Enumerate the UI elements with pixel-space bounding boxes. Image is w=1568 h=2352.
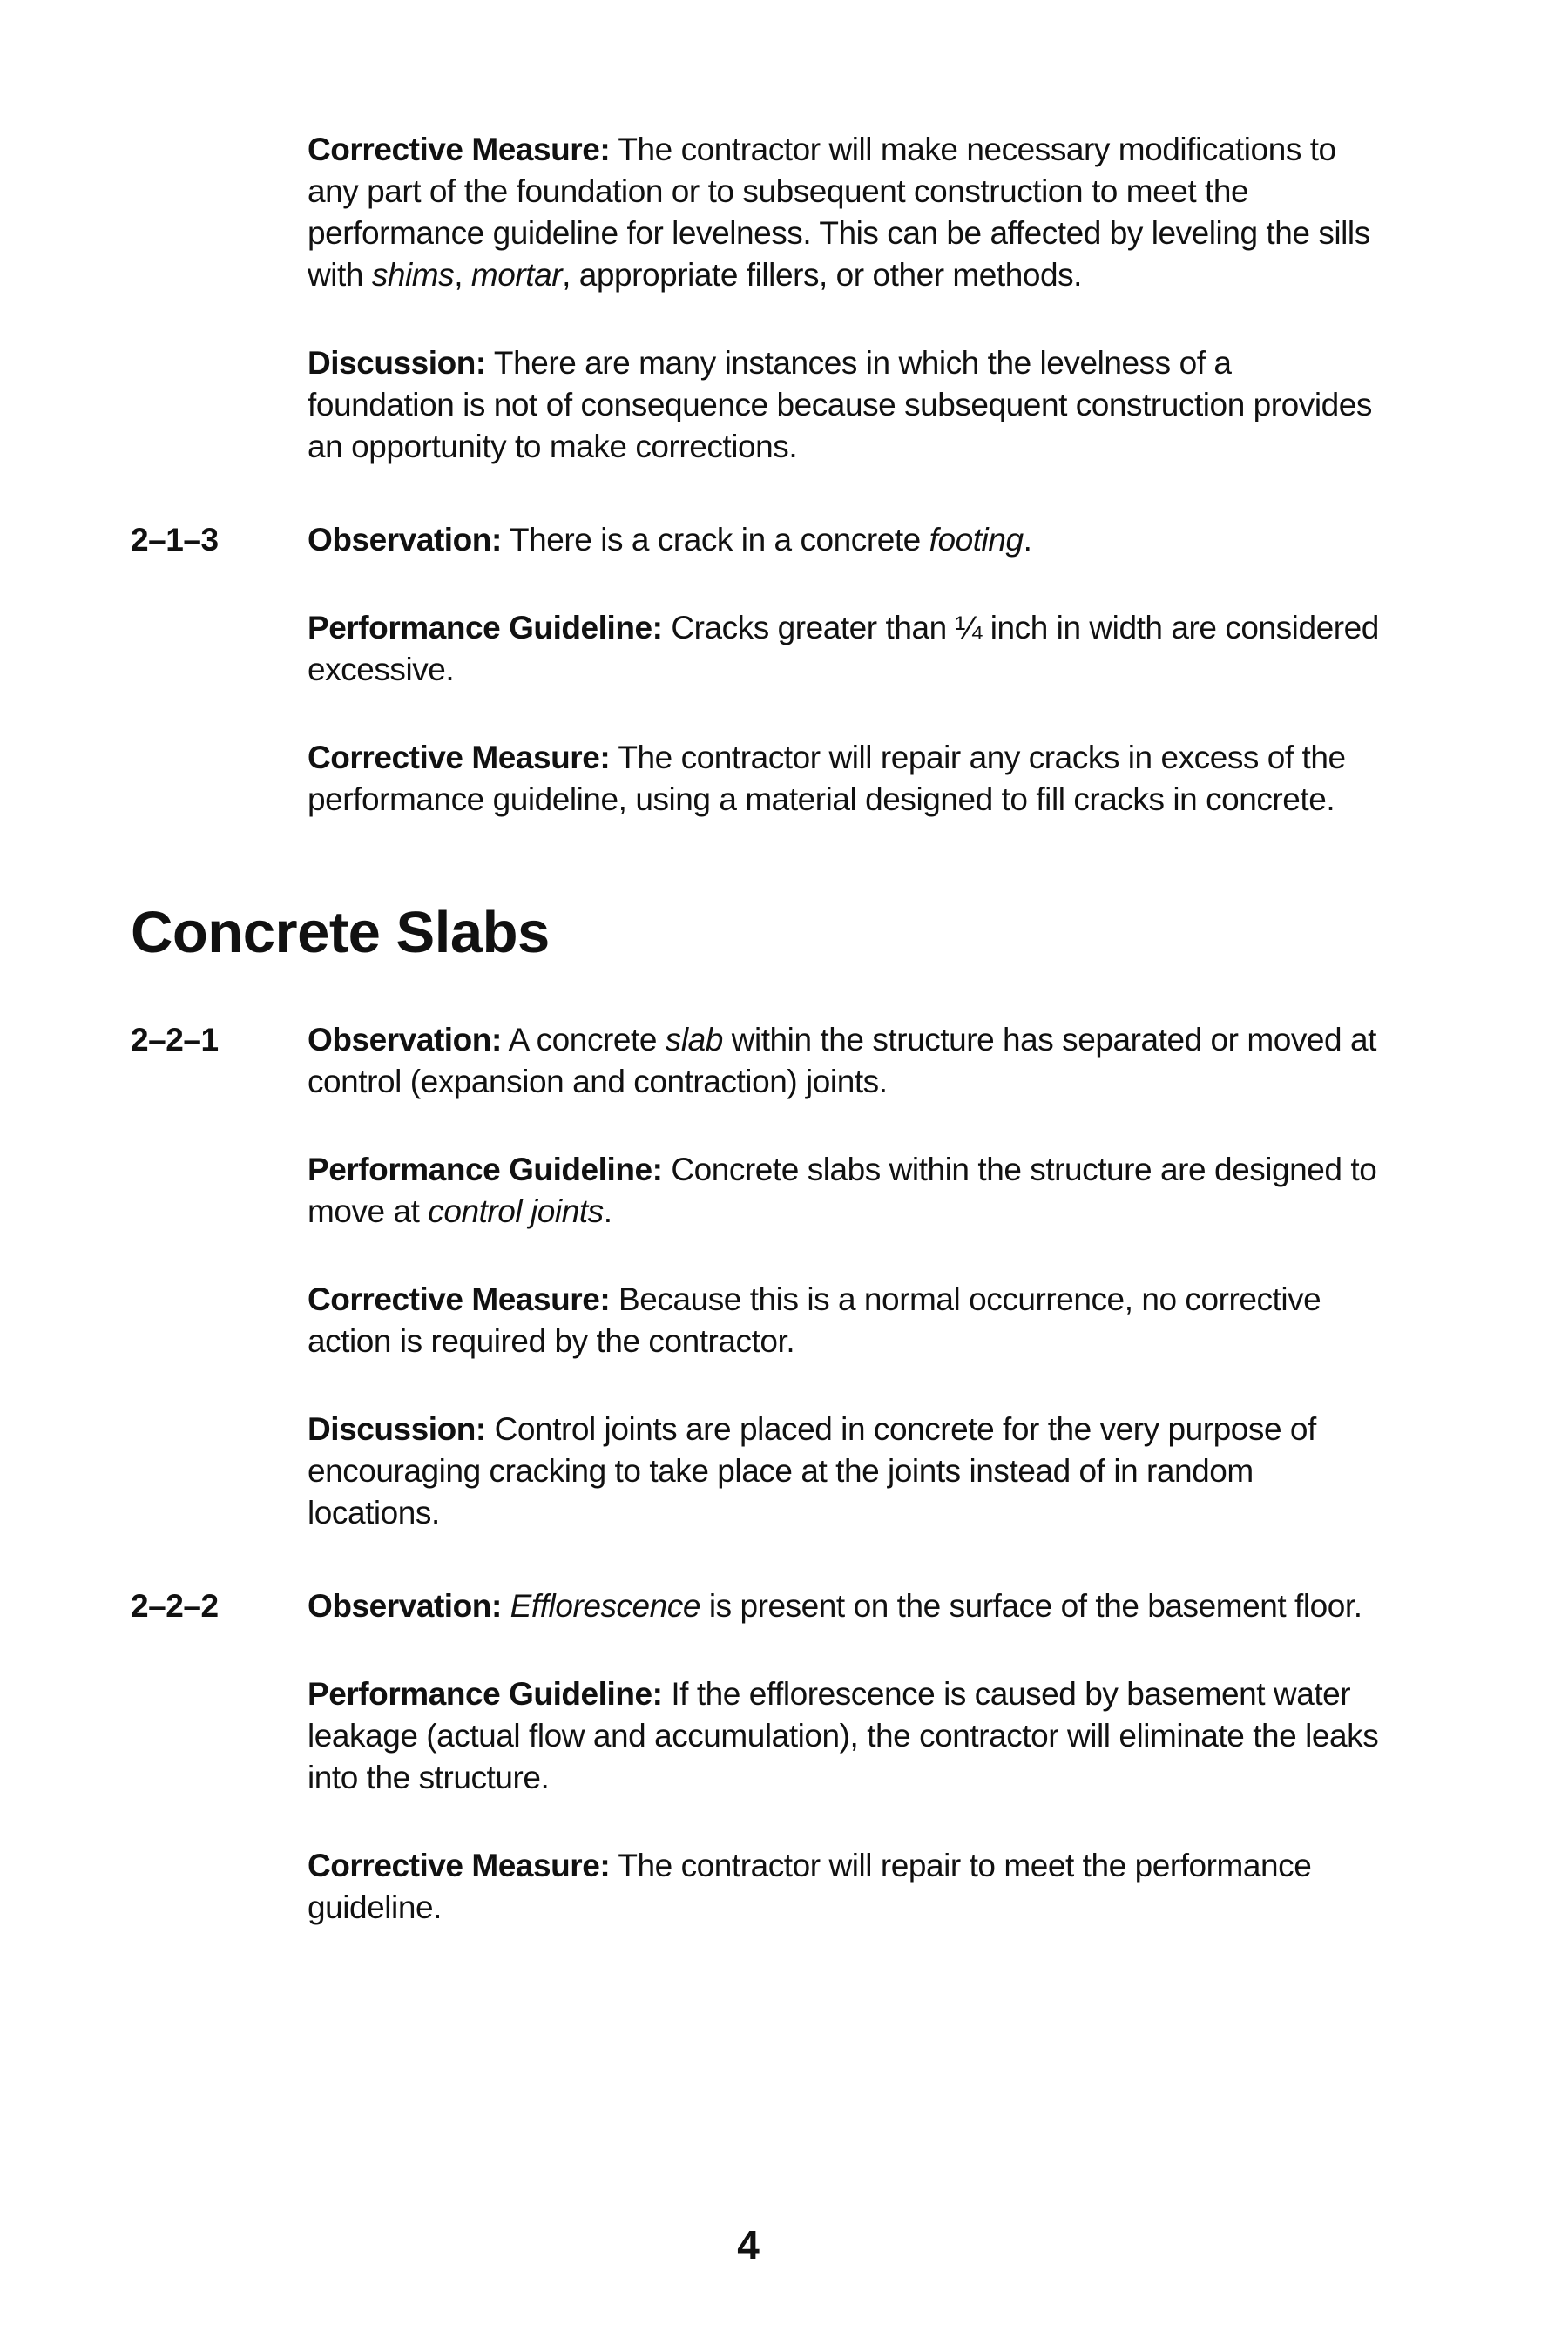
paragraph-text: . [603, 1193, 612, 1229]
paragraph-text: within the structure has separated or moved at control (expansion and contraction) joints. [308, 1022, 1376, 1099]
item-number: 2–2–1 [131, 1022, 219, 1058]
paragraph-text [502, 1588, 510, 1624]
paragraph [308, 1409, 1386, 1534]
item-number: 2–1–3 [131, 522, 219, 558]
item-paragraphs [308, 519, 1386, 867]
paragraph-text: Cracks greater than ¼ inch in width are considered excessive. [308, 610, 1379, 687]
paragraph-label: Observation: [308, 1022, 502, 1058]
paragraph [308, 342, 1386, 468]
paragraph-text: The contractor will repair any cracks in excess of the performance guideline, using a material designed to fill cracks in concrete. [308, 740, 1346, 817]
paragraph-label: Performance Guideline: [308, 610, 663, 645]
paragraph-label: Performance Guideline: [308, 1676, 663, 1712]
paragraph [308, 129, 1386, 296]
paragraph [308, 519, 1386, 561]
paragraph-text: If the efflorescence is caused by basement water leakage (actual flow and accumulation), the contractor will eliminate the leaks into the structure. [308, 1676, 1379, 1795]
paragraph-text: There is a crack in a concrete [501, 522, 929, 558]
page-number: 4 [737, 2222, 760, 2268]
paragraph-text: Control joints are placed in concrete for the very purpose of encouraging cracking to take place at the joints instead of in random locations. [308, 1411, 1316, 1531]
paragraph [308, 1845, 1386, 1929]
paragraph-text: There are many instances in which the levelness of a foundation is not of consequence because subsequent construction provides an opportunity to make corrections. [308, 345, 1372, 464]
paragraph [308, 1585, 1386, 1627]
paragraph-label: Corrective Measure: [308, 132, 611, 167]
italic-term: footing [929, 522, 1024, 558]
document-content [131, 0, 1386, 1980]
italic-term: slab [665, 1022, 723, 1058]
paragraph-text: , appropriate fillers, or other methods. [562, 257, 1082, 293]
italic-term: shims [371, 257, 455, 293]
italic-term: Efflorescence [510, 1588, 700, 1624]
paragraph-text: The contractor will repair to meet the performance guideline. [308, 1848, 1312, 1925]
paragraph [308, 1673, 1386, 1799]
paragraph-label: Corrective Measure: [308, 1281, 611, 1317]
paragraph [308, 1019, 1386, 1103]
paragraph-label: Corrective Measure: [308, 1848, 611, 1883]
paragraph-label: Observation: [308, 522, 502, 558]
item-number [131, 129, 308, 514]
item-paragraphs [308, 1019, 1386, 1580]
item-paragraphs [308, 1585, 1386, 1975]
guideline-item [131, 1585, 1386, 1975]
paragraph-label: Performance Guideline: [308, 1152, 663, 1187]
guideline-item [131, 1019, 1386, 1580]
italic-term: control joints [428, 1193, 604, 1229]
paragraph-label: Observation: [308, 1588, 502, 1624]
guideline-item [131, 519, 1386, 867]
paragraph [308, 1149, 1386, 1233]
paragraph-text: The contractor will make necessary modifications to any part of the foundation or to subsequent construction to meet the performance guideline for levelness. This can be affected by leveling the sills with [308, 132, 1370, 293]
paragraph [308, 1279, 1386, 1362]
paragraph [308, 737, 1386, 821]
paragraph [308, 607, 1386, 691]
paragraph-text: A concrete [501, 1022, 666, 1058]
paragraph-label: Discussion: [308, 345, 486, 381]
paragraph-text: . [1023, 522, 1032, 558]
italic-term: mortar [470, 257, 563, 293]
paragraph-label: Discussion: [308, 1411, 486, 1447]
paragraph-text: , [454, 257, 471, 293]
paragraph-text: is present on the surface of the basement floor. [700, 1588, 1362, 1624]
item-paragraphs [308, 129, 1386, 514]
item-number: 2–2–2 [131, 1588, 219, 1624]
paragraph-text: Because this is a normal occurrence, no corrective action is required by the contractor. [308, 1281, 1321, 1359]
paragraph-label: Corrective Measure: [308, 740, 611, 775]
section-heading: Concrete Slabs [131, 900, 550, 965]
paragraph-text: Concrete slabs within the structure are designed to move at [308, 1152, 1377, 1229]
guideline-item [131, 129, 1386, 514]
